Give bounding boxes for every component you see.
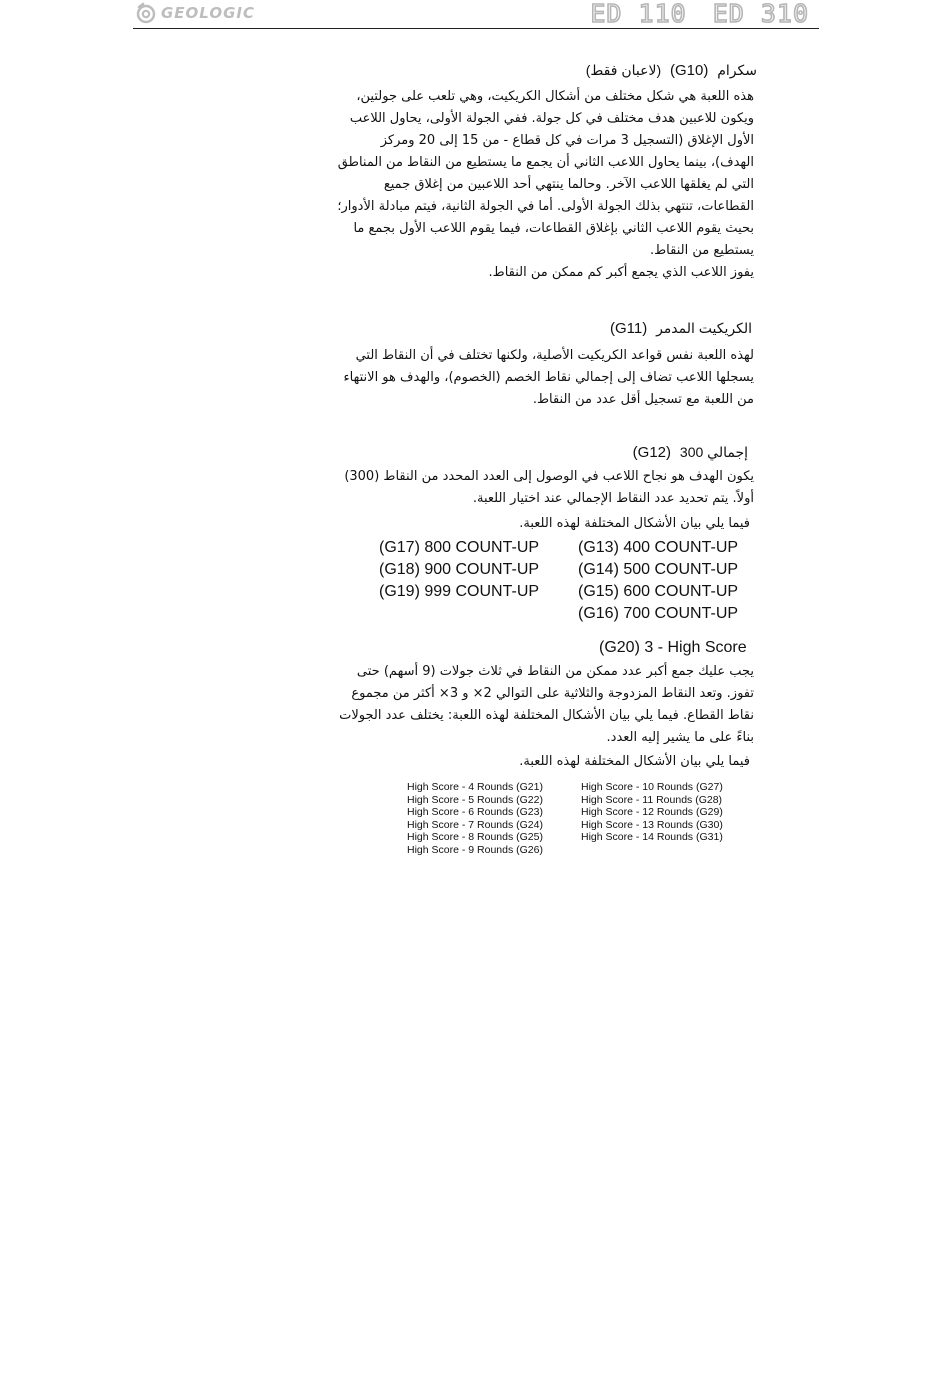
g11-code: (G11) <box>609 320 648 337</box>
g10-title: سكرام <box>717 62 757 78</box>
g10-line: الأول الإغلاق (التسجيل 3 مرات في كل قطاع - من 15 إلى 20 ومركز <box>380 133 754 148</box>
g12-heading <box>628 441 748 464</box>
model-names <box>590 0 809 28</box>
g12-variants-right <box>578 537 738 625</box>
brand-name: GEOLOGIC <box>161 4 255 22</box>
variant-item: High Score - 9 Rounds (G26) <box>407 843 543 856</box>
variant-item: High Score - 4 Rounds (G21) <box>407 781 543 793</box>
g20-variants-right <box>581 781 723 844</box>
g20-variants-intro: فيما يلي بيان الأشكال المختلفة لهذه اللعبة. <box>519 754 750 769</box>
variant-item: (G16) 700 COUNT-UP <box>578 605 739 622</box>
g10-line: التي لم يغلقها اللاعب الآخر. وحالما ينتهي أحد اللاعبين من إغلاق جميع <box>383 177 754 192</box>
g10-line: هذه اللعبة هي شكل مختلف من أشكال الكريكيت، وهي تلعب على جولتين، <box>356 89 754 104</box>
g12-variants-left <box>379 537 539 603</box>
g10-code: (G10) <box>670 62 709 79</box>
variant-item: High Score - 13 Rounds (G30) <box>581 818 723 831</box>
g20-line: نقاط القطاع. فيما يلي بيان الأشكال المختلفة لهذه اللعبة: يختلف عدد الجولات <box>339 708 754 723</box>
variant-item: High Score - 14 Rounds (G31) <box>581 831 723 843</box>
g11-line: لهذه اللعبة نفس قواعد الكريكيت الأصلية، ولكنها تختلف في أن النقاط التي <box>355 348 754 363</box>
g11-title: الكريكيت المدمر <box>656 320 752 336</box>
variant-item: (G15) 600 COUNT-UP <box>578 583 739 600</box>
g10-line: يستطيع من النقاط. <box>650 243 754 258</box>
g10-line: بحيث يقوم اللاعب الثاني بإغلاق القطاعات، فيما يقوم اللاعب الأول بجمع ما <box>353 221 754 236</box>
variant-item: (G13) 400 COUNT-UP <box>578 539 739 556</box>
g10-note: (لاعبان فقط) <box>585 62 662 78</box>
brand-logo <box>135 2 255 24</box>
variant-item: High Score - 5 Rounds (G22) <box>407 793 543 806</box>
g20-title: (G20) 3 - High Score <box>599 639 747 656</box>
g12-title: إجمالي 300 <box>679 444 748 460</box>
g10-line: ويكون للاعبين هدف مختلف في كل جولة. ففي الجولة الأولى، يحاول اللاعب <box>349 111 754 126</box>
g20-line: تفوز. وتعد النقاط المزدوجة والثلاثية على التوالي 2× و 3× أكثر من مجموع <box>351 686 754 701</box>
g11-line: من اللعبة مع تسجيل أقل عدد من النقاط. <box>532 392 754 407</box>
variant-item: (G19) 999 COUNT-UP <box>379 583 540 600</box>
g12-variants-intro: فيما يلي بيان الأشكال المختلفة لهذه اللعبة. <box>519 516 750 531</box>
geologic-logo-icon <box>135 2 157 24</box>
variant-item: (G14) 500 COUNT-UP <box>578 561 739 578</box>
g20-description <box>294 661 754 749</box>
variant-item: High Score - 12 Rounds (G29) <box>581 806 723 818</box>
g10-description <box>304 86 754 284</box>
variant-item: High Score - 8 Rounds (G25) <box>407 831 543 843</box>
g12-line: أولاً. يتم تحديد عدد النقاط الإجمالي عند اختيار اللعبة. <box>472 491 754 506</box>
g11-description <box>314 345 754 411</box>
model-ed310: ED 310 <box>712 0 809 28</box>
page-header <box>133 0 819 29</box>
variant-item: High Score - 10 Rounds (G27) <box>581 781 723 793</box>
g20-variants-left <box>407 781 543 856</box>
model-ed110: ED 110 <box>590 0 687 28</box>
variant-item: (G18) 900 COUNT-UP <box>379 561 540 578</box>
g11-line: يسجلها اللاعب تضاف إلى إجمالي نقاط الخصم (الخصوم)، والهدف هو الانتهاء <box>343 370 754 385</box>
g12-code: (G12) <box>632 444 672 461</box>
g10-heading <box>586 59 757 82</box>
g20-line: يجب عليك جمع أكبر عدد ممكن من النقاط في ثلاث جولات (9 أسهم) حتى <box>356 664 754 679</box>
g11-heading <box>605 317 752 340</box>
g12-description <box>284 466 754 510</box>
variant-item: High Score - 6 Rounds (G23) <box>407 806 543 818</box>
g12-line: يكون الهدف هو نجاح اللاعب في الوصول إلى العدد المحدد من النقاط (300) <box>344 469 754 484</box>
g10-line: الهدف)، بينما يحاول اللاعب الثاني أن يجمع ما يستطيع من النقاط من المناطق <box>337 155 754 170</box>
g20-line: بناءً على ما يشير إليه العدد. <box>606 730 754 745</box>
variant-item: (G17) 800 COUNT-UP <box>379 539 540 556</box>
header-divider <box>133 28 819 29</box>
g10-line: القطاعات، تنتهي بذلك الجولة الأولى. أما في الجولة الثانية، فيتم مبادلة الأدوار؛ <box>337 199 754 214</box>
variant-item: High Score - 11 Rounds (G28) <box>581 793 723 806</box>
variant-item: High Score - 7 Rounds (G24) <box>407 818 543 831</box>
g10-winner: يفوز اللاعب الذي يجمع أكبر كم ممكن من النقاط. <box>488 265 754 280</box>
